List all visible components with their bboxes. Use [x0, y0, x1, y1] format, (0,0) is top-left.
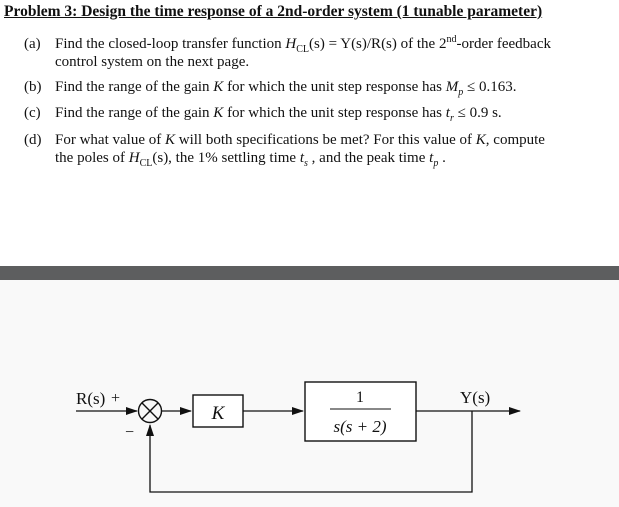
part-d: (d) For what value of K will both specifications be met? For this value of K, compute the poles of $H_{CL}(s)$, the 1% settling time $t_s$ , and the peak time $t_p$ .	[24, 132, 545, 169]
part-a: (a) Find the closed-loop transfer function $H_{CL}(s) = Y(s)/R(s)$ of the 2nd-order feedback control system on the next page.	[24, 34, 551, 70]
plant-numerator: 1	[356, 389, 364, 406]
summing-junction	[139, 400, 162, 423]
page-separator-bar	[0, 266, 619, 280]
plus-sign: +	[111, 390, 121, 407]
problem-title: Problem 3: Design the time response of a 2nd-order system (1 tunable parameter)	[4, 3, 543, 20]
minus-sign: −	[125, 424, 135, 441]
gain-label: K	[211, 403, 225, 424]
output-label: Y(s)	[460, 388, 491, 407]
input-label: R(s)	[76, 389, 106, 408]
block-diagram-svg	[0, 280, 619, 507]
block-diagram	[0, 280, 619, 507]
part-c: (c) Find the range of the gain K for which the unit step response has $t_r \le 0.9$ s.	[24, 105, 502, 124]
part-b: (b) Find the range of the gain K for which the unit step response has $M_p \le 0.163$.	[24, 79, 517, 98]
plant-denominator: s(s + 2)	[333, 417, 387, 436]
